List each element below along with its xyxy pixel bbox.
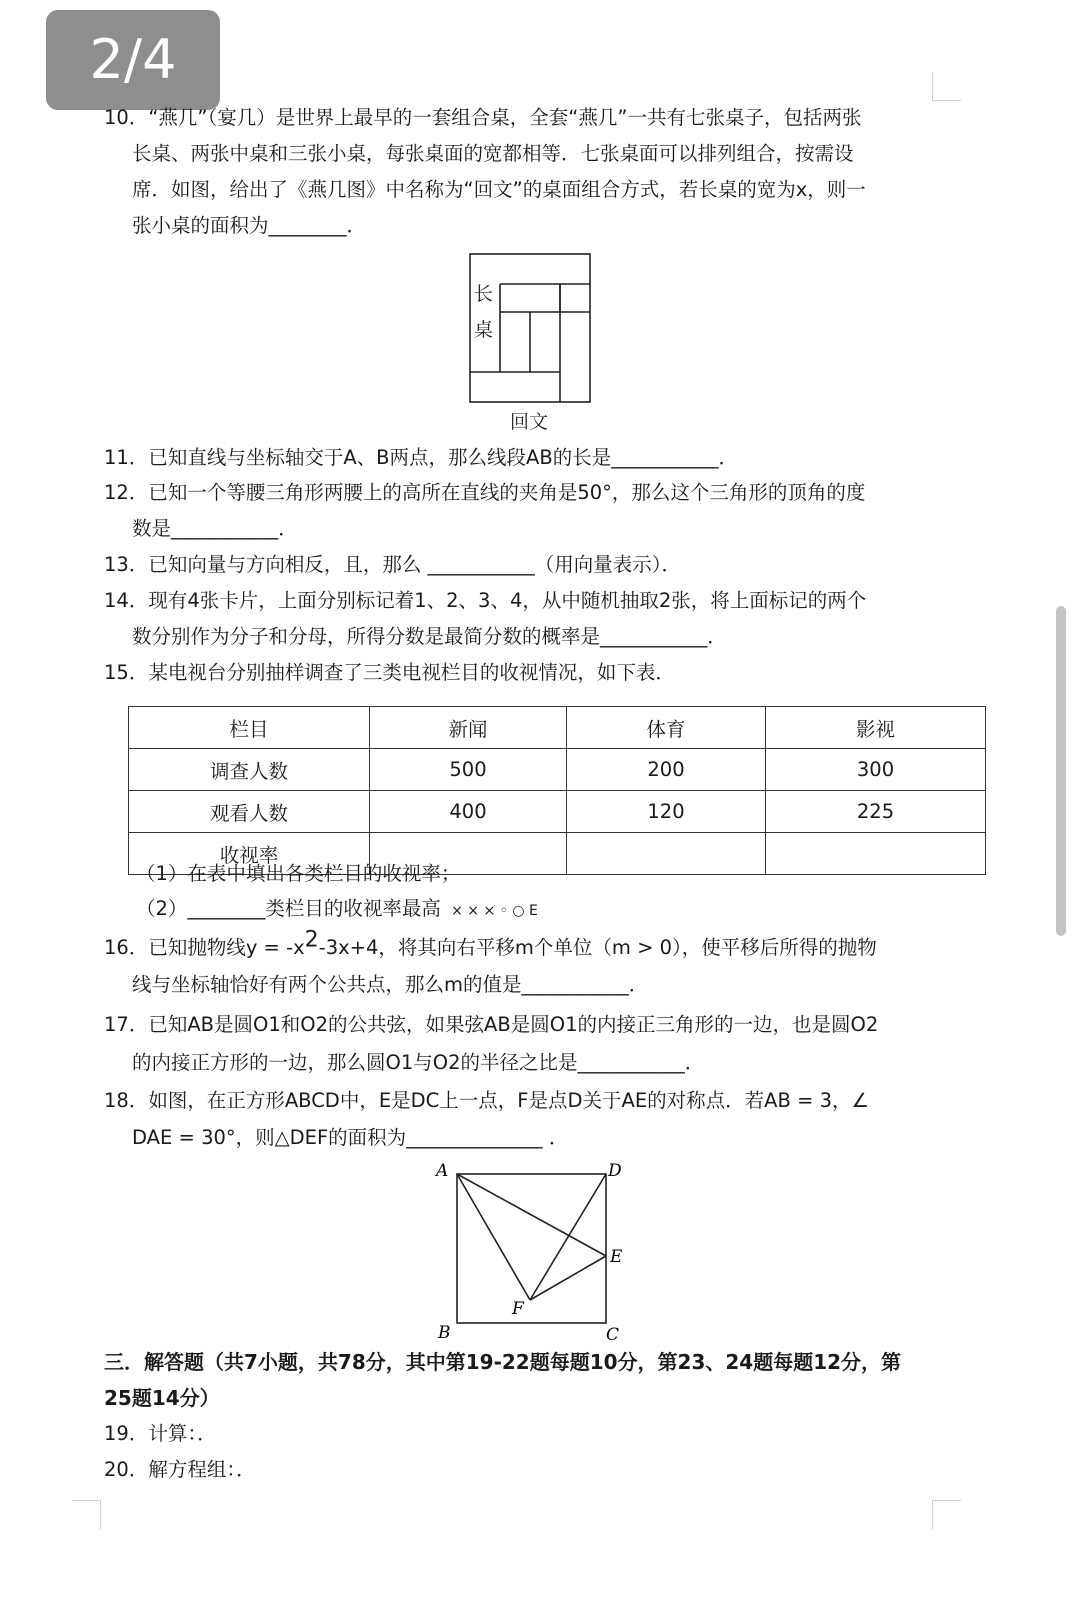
q15-sub1: （1）在表中填出各类栏目的收视率； [136, 862, 461, 885]
square-figure [430, 1156, 630, 1346]
point-d-label: D [608, 1161, 622, 1181]
table-cell: 200 [567, 749, 766, 791]
segment-ae [457, 1174, 606, 1256]
table-row [129, 749, 986, 791]
q16-exponent: 2 [304, 927, 319, 953]
q12-line2: 数是___________． [132, 517, 298, 540]
table-row [129, 791, 986, 833]
table-header-cell: 影视 [766, 707, 986, 749]
ratings-table [128, 706, 986, 875]
fig-char-1: 长 [474, 283, 494, 305]
table-cell: 观看人数 [129, 791, 370, 833]
point-e-label: E [610, 1247, 623, 1267]
table-header-cell: 体育 [567, 707, 766, 749]
table-cell: 500 [370, 749, 567, 791]
q11: 11．已知直线与坐标轴交于A、B两点，那么线段AB的长是___________． [104, 446, 738, 469]
q16-text-b: -3x+4，将其向右平移m个单位（m > 0），使平移后所得的抛物 [318, 936, 877, 959]
point-a-label: A [436, 1161, 449, 1181]
q10-line2: 长桌、两张中桌和三张小桌，每张桌面的宽都相等．七张桌面可以排列组合，按需设 [132, 142, 854, 165]
q15-stray-marks: × × ⨯ ◦ ○ E [451, 903, 538, 919]
q10-line3: 席．如图，给出了《燕几图》中名称为“回文”的桌面组合方式，若长桌的宽为x，则一 [132, 178, 866, 201]
segment-fe [530, 1256, 606, 1300]
q16-line1 [104, 927, 877, 966]
q14-line2: 数分别作为分子和分母，所得分数是最简分数的概率是___________． [132, 625, 727, 648]
table-cell: 调查人数 [129, 749, 370, 791]
page-corner-bottom-left [72, 1500, 101, 1529]
q15-sub2-text: （2）________类栏目的收视率最高 [136, 897, 441, 920]
table-cell: 收视率 [129, 833, 370, 875]
table-cell: 300 [766, 749, 986, 791]
segment-fd [530, 1174, 606, 1300]
table-header-cell: 新闻 [370, 707, 567, 749]
q17-line1: 17．已知AB是圆O1和O2的公共弦，如果弦AB是圆O1的内接正三角形的一边，也是圆O2 [104, 1013, 879, 1036]
page-indicator: 2/4 [46, 10, 220, 110]
table-cell [567, 833, 766, 875]
q10-line1: 10．“燕几”（宴几）是世界上最早的一套组合桌，全套“燕几”一共有七张桌子，包括两张 [104, 106, 862, 129]
point-c-label: C [606, 1325, 620, 1345]
q14-line1: 14．现有4张卡片，上面分别标记着1、2、3、4，从中随机抽取2张，将上面标记的两个 [104, 589, 867, 612]
q12-line1: 12．已知一个等腰三角形两腰上的高所在直线的夹角是50°，那么这个三角形的顶角的度 [104, 481, 866, 504]
fig-caption: 回文 [510, 411, 549, 433]
q17-line2: 的内接正方形的一边，那么圆O1与O2的半径之比是___________． [132, 1051, 705, 1074]
q18-line2: DAE = 30°，则△DEF的面积为______________ ． [132, 1126, 569, 1149]
table-cell: 120 [567, 791, 766, 833]
table-header-row [129, 707, 986, 749]
scrollbar-thumb[interactable] [1056, 606, 1066, 936]
q10-line4: 张小桌的面积为________． [132, 214, 367, 237]
q13: 13．已知向量与方向相反，且，那么 ___________（用向量表示）． [104, 553, 682, 576]
table-cell: 400 [370, 791, 567, 833]
segment-af [457, 1174, 530, 1300]
fig-char-2: 桌 [474, 319, 494, 341]
table-cell [766, 833, 986, 875]
point-b-label: B [438, 1323, 451, 1343]
page-corner-bottom-right [932, 1500, 961, 1529]
q15-sub2 [136, 891, 538, 929]
q20: 20．解方程组：． [104, 1458, 256, 1481]
point-f-label: F [512, 1299, 524, 1319]
table-header-cell: 栏目 [129, 707, 370, 749]
q16-text-a: 16．已知抛物线y = -x [104, 936, 305, 959]
page-corner-top-right [932, 72, 961, 101]
q19: 19．计算：． [104, 1422, 217, 1445]
q18-line1: 18．如图，在正方形ABCD中，E是DC上一点，F是点D关于AE的对称点．若AB = 3，∠ [104, 1089, 870, 1112]
yanji-figure [460, 246, 610, 442]
q16-line2: 线与坐标轴恰好有两个公共点，那么m的值是___________． [132, 973, 649, 996]
square-abcd [457, 1174, 606, 1323]
section3-line2: 25题14分） [104, 1386, 220, 1410]
table-cell: 225 [766, 791, 986, 833]
q15-intro: 15．某电视台分别抽样调查了三类电视栏目的收视情况，如下表． [104, 661, 675, 684]
section3-line1: 三．解答题（共7小题，共78分，其中第19-22题每题10分，第23、24题每题12分，第 [104, 1350, 902, 1374]
